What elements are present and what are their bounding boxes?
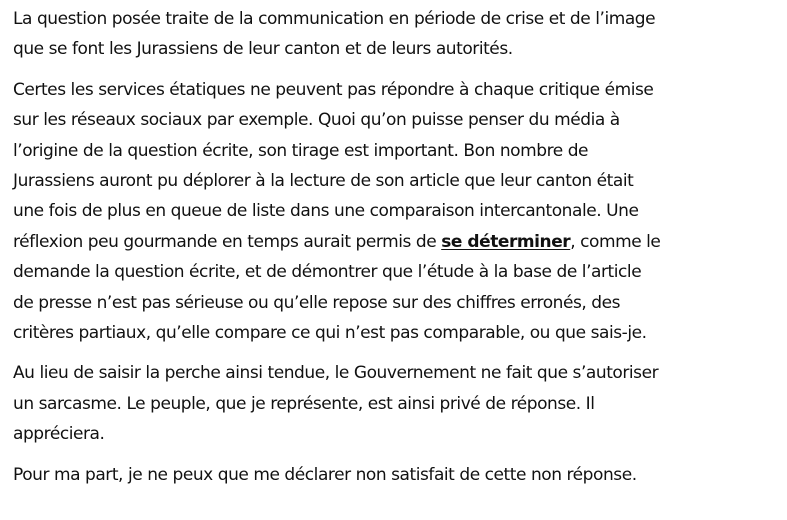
text-line: de presse n’est pas sérieuse ou qu’elle repose sur des chiffres erronés, des bbox=[13, 292, 621, 313]
text-segment: , comme le bbox=[570, 231, 661, 252]
paragraph-1 bbox=[13, 4, 783, 65]
paragraph-2 bbox=[13, 75, 783, 349]
text-line: Au lieu de saisir la perche ainsi tendue, le Gouvernement ne fait que s’autoriser bbox=[13, 363, 659, 384]
text-line: l’origine de la question écrite, son tirage est important. Bon nombre de bbox=[13, 140, 589, 161]
document-body bbox=[13, 4, 783, 490]
text-line: une fois de plus en queue de liste dans une comparaison intercantonale. Une bbox=[13, 201, 639, 222]
text-line: La question posée traite de la communication en période de crise et de l’image bbox=[13, 9, 656, 29]
text-segment: réflexion peu gourmande en temps aurait permis de bbox=[13, 231, 442, 252]
text-line: critères partiaux, qu’elle compare ce qui n’est pas comparable, ou que sais-je. bbox=[13, 323, 647, 344]
text-line: un sarcasme. Le peuple, que je représente, est ainsi privé de réponse. Il bbox=[13, 393, 595, 414]
text-line: Certes les services étatiques ne peuvent pas répondre à chaque critique émise bbox=[13, 79, 654, 100]
text-line: Pour ma part, je ne peux que me déclarer non satisfait de cette non réponse. bbox=[13, 464, 637, 485]
text-line: demande la question écrite, et de démontrer que l’étude à la base de l’article bbox=[13, 262, 642, 283]
text-line: appréciera. bbox=[13, 424, 105, 445]
text-line-with-emphasis bbox=[13, 227, 783, 257]
paragraph-4 bbox=[13, 460, 783, 490]
text-line: que se font les Jurassiens de leur canton et de leurs autorités. bbox=[13, 39, 513, 60]
text-line: sur les réseaux sociaux par exemple. Quoi qu’on puisse penser du média à bbox=[13, 110, 620, 131]
emphasized-term: se déterminer bbox=[441, 231, 571, 252]
paragraph-3 bbox=[13, 358, 783, 449]
text-line: Jurassiens auront pu déplorer à la lecture de son article que leur canton était bbox=[13, 171, 634, 192]
